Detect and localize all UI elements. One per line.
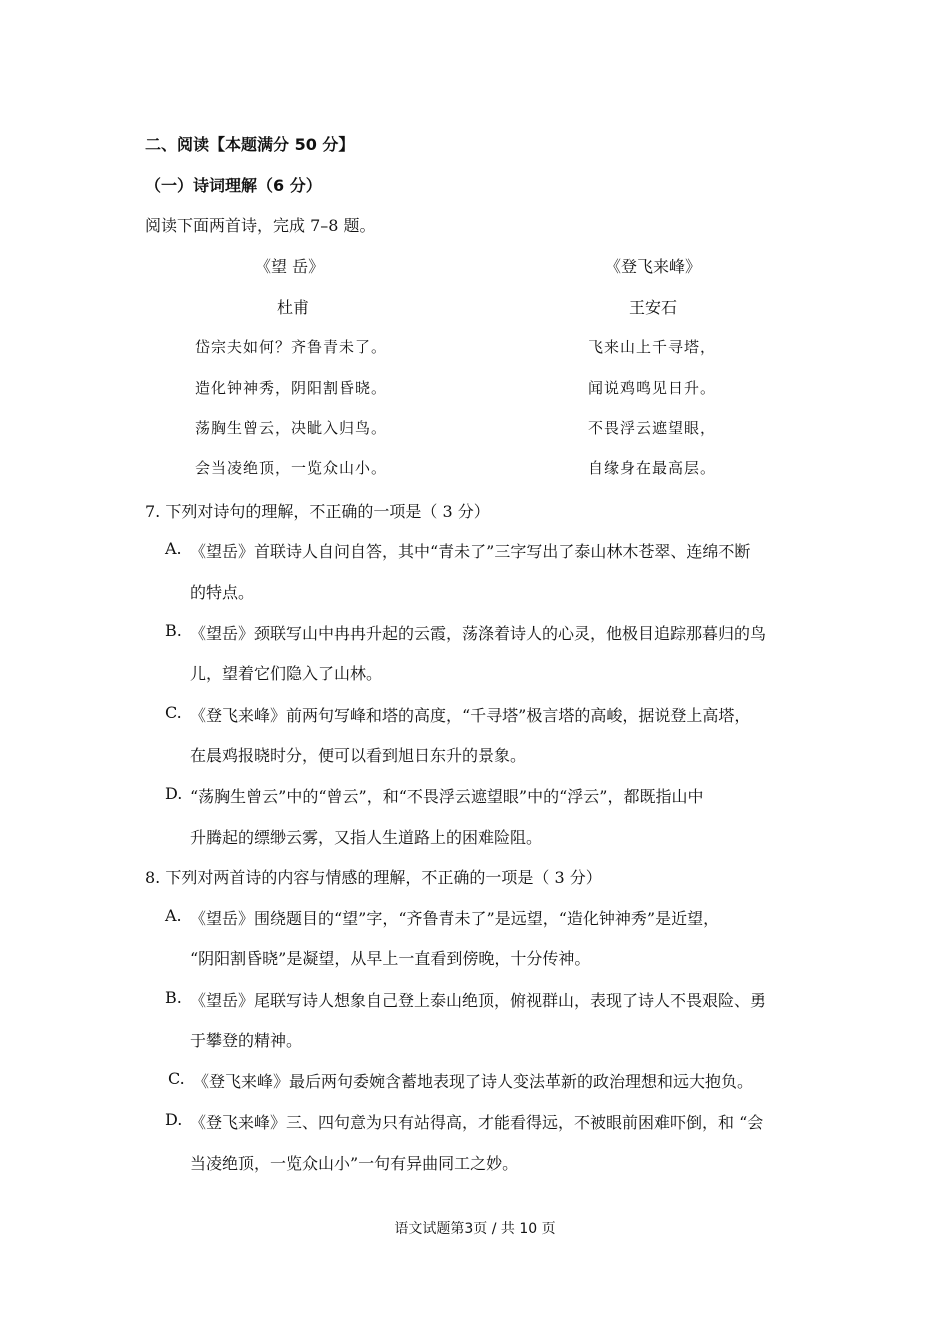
option-text: “阴阳割昏晓”是凝望，从早上一直看到傍晚，十分传神。 [190,949,591,968]
question-stem: 8. 下列对两首诗的内容与情感的理解，不正确的一项是（ 3 分） [145,868,602,887]
option-label: A. [165,539,182,558]
option-label: C. [168,1069,185,1088]
option-text: 《登飞来峰》前两句写峰和塔的高度，“千寻塔”极言塔的高峻，据说登上高塔， [190,706,751,725]
poem-title: 《登飞来峰》 [605,257,702,276]
instruction-text: 阅读下面两首诗，完成 7–8 题。 [145,216,376,235]
poem-title: 《望 岳》 [255,257,325,276]
section-heading: 二、阅读【本题满分 50 分】 [145,135,355,154]
poem-line: 会当凌绝顶，一览众山小。 [195,459,388,477]
option-label: D. [165,784,183,803]
option-label: B. [165,988,182,1007]
poem-line: 闻说鸡鸣见日升。 [588,379,717,397]
option-text: 《登飞来峰》最后两句委婉含蓄地表现了诗人变法革新的政治理想和远大抱负。 [193,1072,754,1091]
poem-line: 荡胸生曾云，决眦入归鸟。 [195,419,388,437]
option-text: 儿，望着它们隐入了山林。 [190,664,383,683]
poem-author: 王安石 [629,298,678,317]
option-label: B. [165,621,182,640]
option-text: 当凌绝顶，一览众山小”一句有异曲同工之妙。 [190,1154,519,1173]
poem-line: 飞来山上千寻塔， [588,338,717,356]
option-label: A. [165,906,182,925]
poem-line: 岱宗夫如何？齐鲁青未了。 [195,338,388,356]
option-text: 升腾起的缥缈云雾，又指人生道路上的困难险阻。 [190,828,543,847]
option-text: 在晨鸡报晓时分，便可以看到旭日东升的景象。 [190,746,527,765]
option-text: 《登飞来峰》三、四句意为只有站得高，才能看得远，不被眼前困难吓倒，和 “会 [190,1113,764,1132]
question-stem: 7. 下列对诗句的理解，不正确的一项是（ 3 分） [145,502,490,521]
poem-line: 自缘身在最高层。 [588,459,717,477]
option-label: C. [165,703,182,722]
option-text: 《望岳》尾联写诗人想象自己登上泰山绝顶，俯视群山，表现了诗人不畏艰险、勇 [190,991,767,1010]
option-text: “荡胸生曾云”中的“曾云”，和“不畏浮云遮望眼”中的“浮云”，都既指山中 [190,787,704,806]
poem-line: 不畏浮云遮望眼， [588,419,717,437]
option-label: D. [165,1110,183,1129]
option-text: 《望岳》颈联写山中冉冉升起的云霞，荡涤着诗人的心灵，他极目追踪那暮归的鸟 [190,624,767,643]
option-text: 《望岳》围绕题目的“望”字，“齐鲁青未了”是远望，“造化钟神秀”是近望， [190,909,720,928]
option-text: 的特点。 [190,583,255,602]
option-text: 于攀登的精神。 [190,1031,303,1050]
poem-author: 杜甫 [277,298,310,317]
poem-line: 造化钟神秀，阴阳割昏晓。 [195,379,388,397]
option-text: 《望岳》首联诗人自问自答，其中“青未了”三字写出了泰山林木苍翠、连绵不断 [190,542,751,561]
subsection-heading: （一）诗词理解（6 分） [145,176,322,195]
page-footer: 语文试题第3页 / 共 10 页 [394,1221,556,1237]
